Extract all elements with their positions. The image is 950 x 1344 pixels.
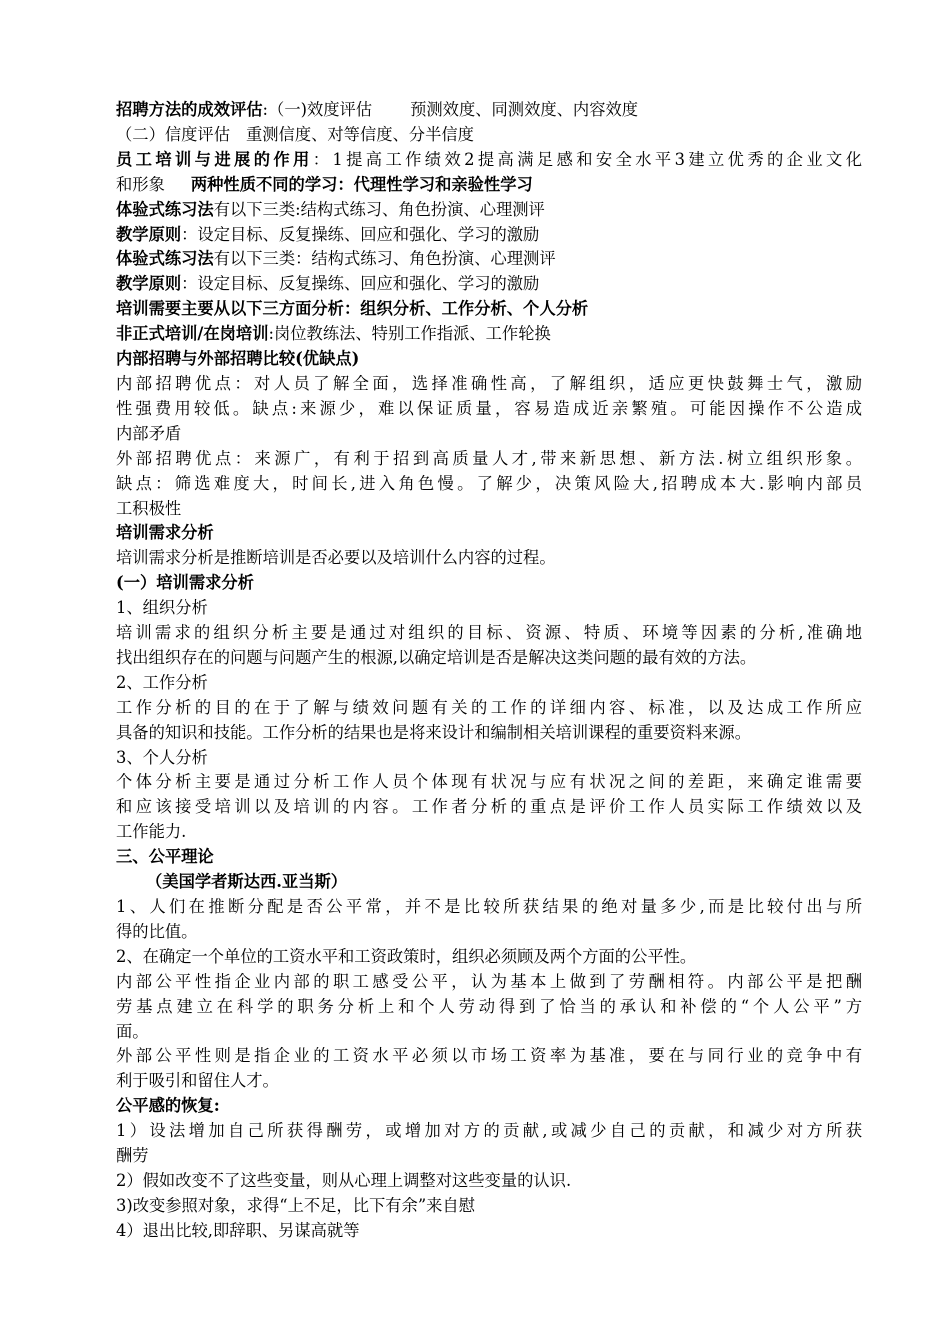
informal-training-line	[116, 322, 862, 347]
internal-line-2: 性强费用较低。缺点:来源少，难以保证质量，容易造成近亲繁殖。可能因操作不公造成	[116, 398, 862, 418]
teaching-line-2	[116, 272, 862, 297]
job-analysis-line-1: 工作分析的目的在于了解与绩效问题有关的工作的详细内容、标准，以及达成工作所应	[116, 697, 862, 717]
equity-p2: 2、在确定一个单位的工资水平和工资政策时，组织必须顾及两个方面的公平性。	[116, 946, 697, 966]
equity-p3-line-1: 内部公平性指企业内部的职工感受公平，认为基本上做到了劳酬相符。内部公平是把酬	[116, 971, 862, 991]
equity-p4-line-2: 利于吸引和留住人才。	[116, 1071, 279, 1091]
equity-subheading	[116, 870, 862, 895]
restore-item-3: 3)改变参照对象，求得“上不足，比下有余”来自慰	[116, 1195, 475, 1215]
training-role-line-1	[116, 148, 862, 173]
training-role-line-2	[116, 173, 862, 198]
reliability-items: 重测信度、对等信度、分半信度	[245, 124, 474, 144]
validity-label: （一)效度评估	[268, 100, 373, 119]
person-analysis-line-3: 工作能力.	[116, 822, 187, 842]
experiential-line-2	[116, 247, 862, 272]
external-line-1: 外部招聘优点：来源广，有利于招到高质量人才,带来新思想、新方法.树立组织形象。	[116, 448, 862, 468]
person-analysis-line-2: 和应该接受培训以及培训的内容。工作者分析的重点是评价工作人员实际工作绩效以及	[116, 797, 862, 817]
needs-analysis-definition: 培训需求分析是推断培训是否必要以及培训什么内容的过程。	[116, 548, 556, 568]
equity-p4-line-1: 外部公平性则是指企业的工资水平必须以市场工资率为基准，要在与同行业的竞争中有	[116, 1046, 862, 1066]
reliability-label: （二）信度评估	[116, 124, 230, 144]
teaching-text-2: ：设定目标、反复操练、回应和强化、学习的激励	[181, 274, 540, 294]
int-ext-heading: 内部招聘与外部招聘比较(优缺点)	[116, 349, 360, 369]
experiential-text-1: 有以下三类:结构式练习、角色扮演、心理测评	[213, 199, 545, 219]
internal-line-3: 内部矛盾	[116, 423, 182, 443]
experiential-title-1: 体验式练习法	[116, 199, 214, 219]
validity-items: 预测效度、同测效度、内容效度	[410, 100, 639, 119]
recruit-eval-line-2	[116, 123, 862, 148]
equity-p3-line-2: 劳基点建立在科学的职务分析上和个人劳动得到了恰当的承认和补偿的“个人公平”方	[116, 996, 862, 1016]
equity-p1-line-2: 得的比值。	[116, 921, 198, 941]
restore-item-1-line-1: 1）设法增加自己所获得酬劳，或增加对方的贡献,或减少自己的贡献，和减少对方所获	[116, 1121, 862, 1141]
training-role-title: 员工培训与进展的作用	[116, 149, 313, 169]
restore-item-4: 4）退出比较,即辞职、另谋高就等	[116, 1220, 360, 1240]
experiential-title-2: 体验式练习法	[116, 249, 214, 269]
experiential-line-1	[116, 198, 862, 223]
recruit-eval-line-1	[116, 98, 862, 123]
org-analysis-line-2: 找出组织存在的问题与问题产生的根源,以确定培训是否是解决这类问题的最有效的方法。	[116, 647, 757, 667]
recruit-eval-colon: :	[262, 100, 269, 119]
restore-heading: 公平感的恢复:	[116, 1096, 220, 1116]
teaching-line-1	[116, 223, 862, 248]
restore-item-1-line-2: 酬劳	[116, 1146, 149, 1166]
equity-subheading-text: （美国学者斯达西.亚当斯）	[146, 872, 348, 892]
teaching-text-1: ：设定目标、反复操练、回应和强化、学习的激励	[181, 224, 540, 244]
teaching-title-1: 教学原则	[116, 224, 182, 244]
internal-line-1: 内部招聘优点：对人员了解全面，选择准确性高，了解组织，适应更快鼓舞士气，激励	[116, 373, 862, 393]
learning-types-title: 两种性质不同的学习：代理性学习和亲验性学习	[190, 174, 533, 194]
org-analysis-line-1: 培训需求的组织分析主要是通过对组织的目标、资源、特质、环境等因素的分析,准确地	[116, 623, 862, 643]
training-role-text-2: 和形象	[116, 174, 165, 194]
job-analysis-line-2: 具备的知识和技能。工作分析的结果也是将来设计和编制相关培训课程的重要资料来源。	[116, 722, 751, 742]
person-analysis-title: 3、个人分析	[116, 747, 208, 767]
restore-item-2: 2）假如改变不了这些变量，则从心理上调整对这些变量的认识.	[116, 1170, 572, 1190]
external-line-2: 缺点：筛选难度大，时间长,进入角色慢。了解少，决策风险大,招聘成本大.影响内部员	[116, 473, 862, 493]
experiential-text-2: 有以下三类：结构式练习、角色扮演、心理测评	[213, 249, 556, 269]
training-needs-heading: 培训需要主要从以下三方面分析：组织分析、工作分析、个人分析	[116, 299, 589, 319]
equity-heading: 三、公平理论	[116, 847, 214, 867]
equity-p1-line-1: 1、人们在推断分配是否公平常，并不是比较所获结果的绝对量多少,而是比较付出与所	[116, 897, 862, 916]
informal-training-text: :岗位教练法、特别工作指派、工作轮换	[268, 324, 551, 344]
needs-sub-heading: (一）培训需求分析	[116, 573, 254, 593]
informal-training-title: 非正式培训/在岗培训	[116, 324, 269, 344]
teaching-title-2: 教学原则	[116, 274, 182, 294]
training-role-text: ：1提高工作绩效2提高满足感和安全水平3建立优秀的企业文化	[312, 149, 862, 169]
person-analysis-line-1: 个体分析主要是通过分析工作人员个体现有状况与应有状况之间的差距，来确定谁需要	[116, 772, 862, 792]
equity-p3-line-3: 面。	[116, 1021, 149, 1041]
org-analysis-title: 1、组织分析	[116, 598, 208, 618]
job-analysis-title: 2、工作分析	[116, 672, 208, 692]
needs-analysis-heading: 培训需求分析	[116, 523, 214, 543]
external-line-3: 工积极性	[116, 498, 182, 518]
recruit-eval-title: 招聘方法的成效评估	[116, 100, 263, 119]
